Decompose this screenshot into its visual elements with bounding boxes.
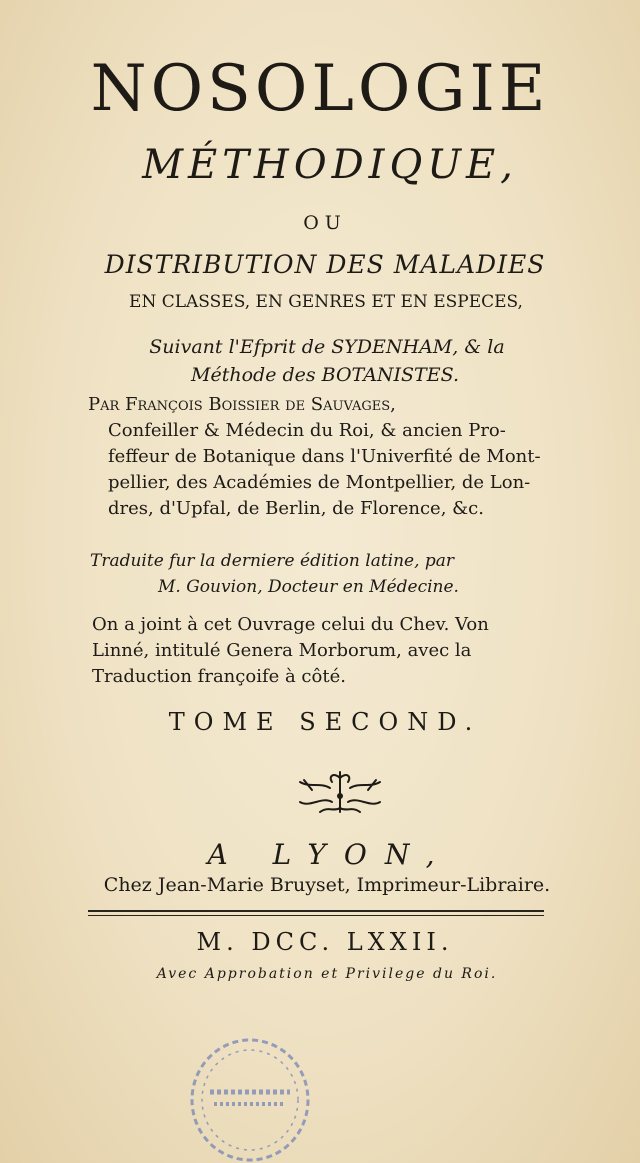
publisher: Chez Jean-Marie Bruyset, Imprimeur-Libraire. xyxy=(103,874,551,896)
joint-line: On a joint à cet Ouvrage celui du Chev. Von xyxy=(92,614,489,635)
book-title: NOSOLOGIE xyxy=(90,52,550,126)
author-line: dres, d'Upfal, de Berlin, de Florence, &c. xyxy=(108,498,484,519)
approbation-line: Avec Approbation et Privilege du Roi. xyxy=(156,966,498,982)
author-line: feffeur de Botanique dans l'Univerfité de Mont- xyxy=(108,446,541,467)
conjunction-ou: OU xyxy=(303,212,347,234)
author-line: Par François Boissier de Sauvages, xyxy=(88,394,396,415)
fleuron-ornament-icon xyxy=(290,768,390,820)
author-line: pellier, des Académies de Montpellier, de Lon- xyxy=(108,472,531,493)
classes-line: EN CLASSES, EN GENRES ET EN ESPECES, xyxy=(129,292,523,312)
divider-rule xyxy=(88,915,544,916)
author-line: Confeiller & Médecin du Roi, & ancien Pro- xyxy=(108,420,506,441)
author-block xyxy=(88,392,548,522)
library-stamp-icon xyxy=(180,1022,320,1162)
suivant-line: Suivant l'Efprit de SYDENHAM, & la xyxy=(149,336,505,358)
translator-line: Traduite fur la derniere édition latine, par xyxy=(90,551,455,571)
book-subtitle: MÉTHODIQUE, xyxy=(142,142,518,188)
methode-line: Méthode des BOTANISTES. xyxy=(191,364,459,386)
joint-block xyxy=(92,612,552,690)
translator-line: M. Gouvion, Docteur en Médecine. xyxy=(158,577,459,597)
joint-line: Traduction françoife à côté. xyxy=(92,666,346,687)
joint-line: Linné, intitulé Genera Morborum, avec la xyxy=(92,640,472,661)
volume-label: TOME SECOND. xyxy=(168,708,482,736)
divider-rule xyxy=(88,910,544,912)
publication-date: M. DCC. LXXII. xyxy=(196,928,454,956)
translator-block xyxy=(90,548,550,600)
place-of-publication: A LYON, xyxy=(207,838,453,871)
alternate-title: DISTRIBUTION DES MALADIES xyxy=(104,250,546,279)
